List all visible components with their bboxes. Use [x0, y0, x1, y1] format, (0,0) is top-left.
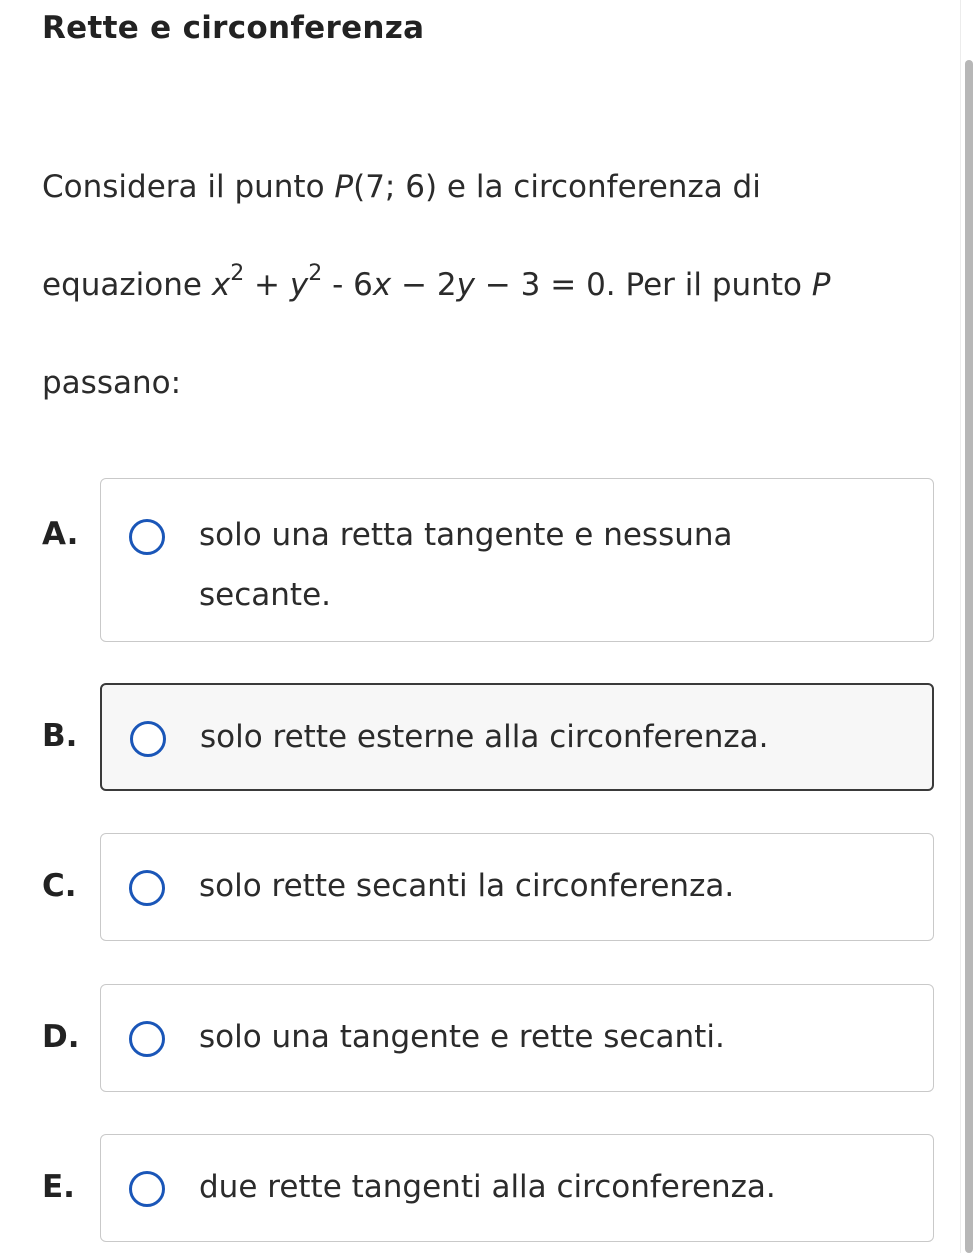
eq-rest-1: - 6	[322, 267, 373, 303]
radio-circle-icon[interactable]	[129, 870, 165, 906]
option-text-line-1: solo una retta tangente e nessuna	[199, 517, 733, 553]
point-ref: P	[811, 267, 831, 303]
page-title: Rette e circonferenza	[42, 10, 425, 46]
radio-circle-icon[interactable]	[129, 1171, 165, 1207]
option-text	[199, 505, 899, 625]
radio-circle-icon[interactable]	[129, 1021, 165, 1057]
scrollbar[interactable]	[960, 0, 976, 1253]
eq-plus-1: +	[244, 267, 290, 303]
eq-y-2: y	[456, 267, 475, 303]
answer-choice-a[interactable]	[100, 478, 934, 642]
eq-exp-2: 2	[308, 260, 323, 286]
option-text: solo rette secanti la circonferenza.	[199, 868, 735, 904]
eq-y: y	[289, 267, 309, 303]
eq-x-2: x	[372, 267, 392, 303]
answer-choice-e[interactable]	[100, 1134, 934, 1242]
option-letter: C.	[42, 868, 77, 904]
option-letter: B.	[42, 718, 78, 754]
option-text: due rette tangenti alla circonferenza.	[199, 1169, 776, 1205]
eq-exp-1: 2	[230, 260, 245, 286]
question-line-2	[42, 236, 922, 334]
eq-x: x	[211, 267, 231, 303]
eq-rest-2: − 2	[391, 267, 457, 303]
option-text: solo una tangente e rette secanti.	[199, 1019, 725, 1055]
option-letter: A.	[42, 516, 79, 552]
radio-circle-icon[interactable]	[129, 519, 165, 555]
question-line-1	[42, 138, 922, 236]
scrollbar-thumb[interactable]	[965, 60, 973, 1253]
eq-rest-3: − 3 = 0	[474, 267, 606, 303]
answer-choice-c[interactable]	[100, 833, 934, 941]
circle-equation	[211, 260, 606, 303]
point-label	[334, 169, 437, 205]
question-line-2-suffix: . Per il punto	[605, 267, 812, 303]
point-name: P	[334, 169, 354, 205]
question-line-3: passano:	[42, 365, 182, 401]
radio-circle-icon[interactable]	[130, 721, 166, 757]
point-coords: (7; 6)	[353, 169, 438, 205]
question-line-1-suffix: e la circonferenza di	[437, 169, 761, 205]
option-letter: D.	[42, 1019, 80, 1055]
answer-choice-d[interactable]	[100, 984, 934, 1092]
option-letter: E.	[42, 1169, 75, 1205]
question-line-1-prefix: Considera il punto	[42, 169, 335, 205]
question-line-2-prefix: equazione	[42, 267, 212, 303]
option-text: solo rette esterne alla circonferenza.	[200, 719, 769, 755]
question-text	[42, 138, 922, 432]
answer-choice-b[interactable]	[100, 683, 934, 791]
option-text-line-2: secante.	[199, 577, 331, 613]
